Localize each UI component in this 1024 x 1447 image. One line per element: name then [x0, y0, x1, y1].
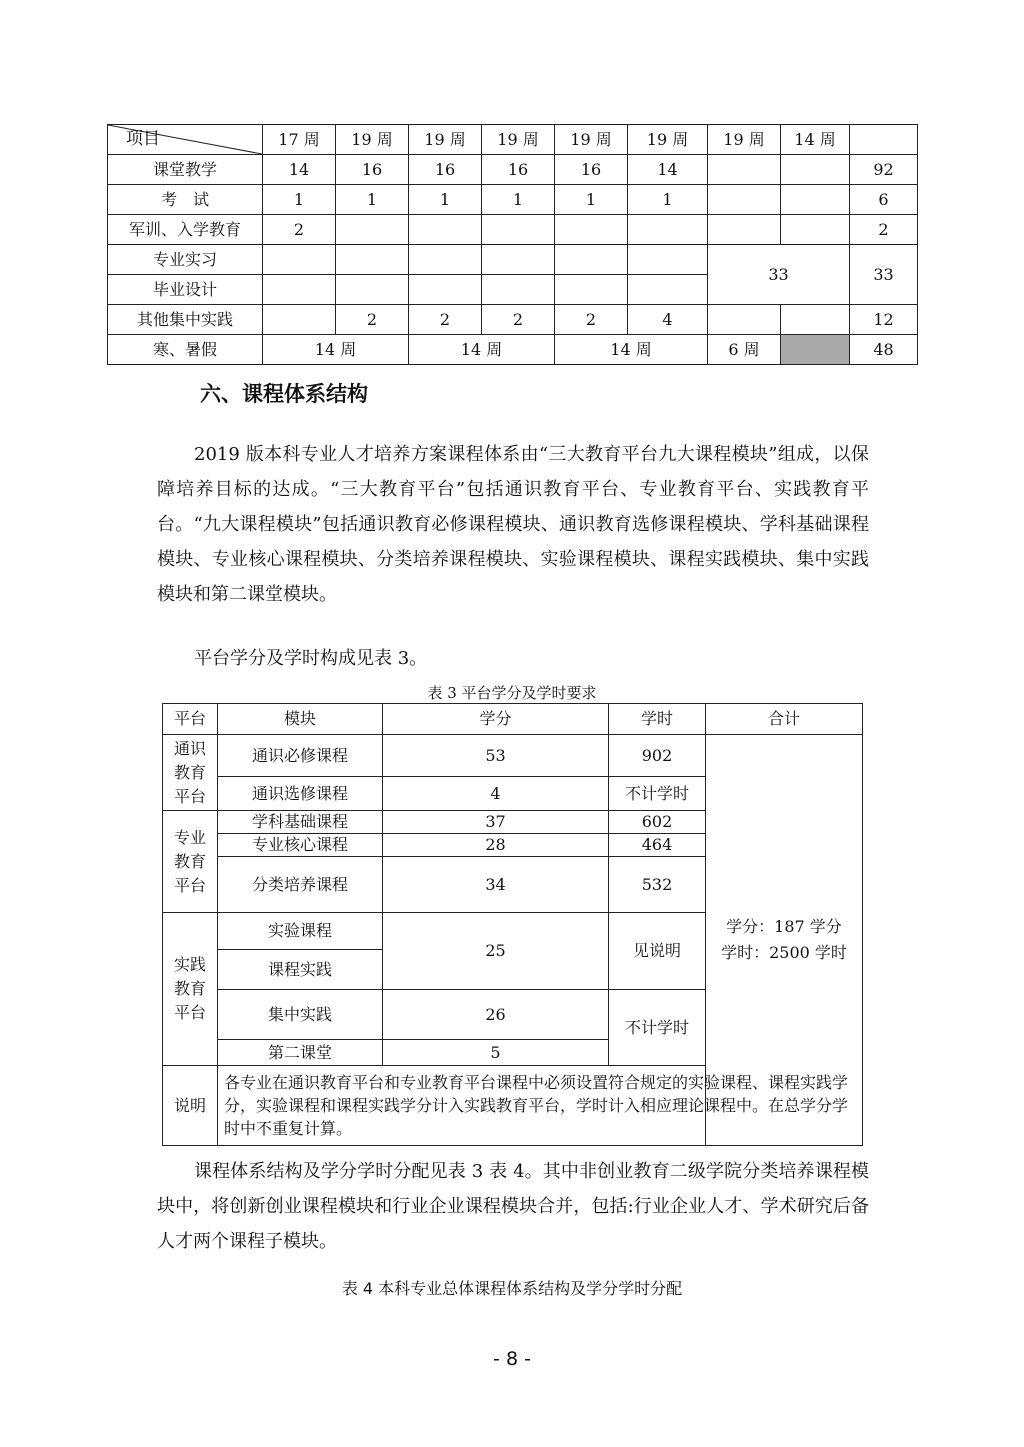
row-label: 军训、入学教育	[108, 215, 263, 245]
credits-cell: 4	[383, 777, 609, 811]
table-cell: 1	[409, 185, 482, 215]
note-text: 各专业在通识教育平台和专业教育平台课程中必须设置符合规定的实验课程、课程实践学分，实验课程和课程实践学分计入实践教育平台，学时计入相应理论课程中。在总学分学时中不重复计算。	[218, 1066, 863, 1146]
week-cell: 17 周	[263, 125, 336, 155]
table-cell	[708, 155, 781, 185]
table-cell: 1	[628, 185, 708, 215]
table-cell	[409, 275, 482, 305]
table-cell: 2	[482, 305, 555, 335]
vacation-total: 48	[850, 335, 918, 365]
internship-design-total: 33	[850, 245, 918, 305]
table-cell	[628, 245, 708, 275]
week-cell: 19 周	[336, 125, 409, 155]
week-cell: 19 周	[409, 125, 482, 155]
credits-cell: 26	[383, 990, 609, 1040]
table-cell: 14	[628, 155, 708, 185]
schedule-row	[108, 335, 918, 365]
credits-cell: 53	[383, 735, 609, 777]
module-cell: 实验课程	[218, 913, 383, 950]
table-cell	[781, 305, 850, 335]
table-cell	[482, 275, 555, 305]
table-header-row	[163, 704, 863, 735]
table-cell	[336, 275, 409, 305]
table-cell: 2	[336, 305, 409, 335]
hours-cell: 532	[609, 857, 706, 913]
schedule-row	[108, 245, 918, 275]
table-cell: 16	[409, 155, 482, 185]
credits-cell: 25	[383, 913, 609, 990]
table-cell	[628, 215, 708, 245]
table-cell	[336, 245, 409, 275]
table-cell	[708, 305, 781, 335]
schedule-table	[107, 124, 918, 365]
module-cell: 专业核心课程	[218, 834, 383, 857]
table-cell: 16	[482, 155, 555, 185]
header-platform: 平台	[163, 704, 218, 735]
table-cell: 1	[336, 185, 409, 215]
table-cell: 6	[850, 185, 918, 215]
module-cell: 第二课堂	[218, 1040, 383, 1066]
table-cell: 16	[555, 155, 628, 185]
credits-cell: 5	[383, 1040, 609, 1066]
week-cell: 19 周	[708, 125, 781, 155]
table-cell: 1	[482, 185, 555, 215]
row-label: 寒、暑假	[108, 335, 263, 365]
table4-caption: 表 4 本科专业总体课程体系结构及学分学时分配	[341, 1279, 683, 1298]
module-cell: 通识选修课程	[218, 777, 383, 811]
table-cell	[555, 275, 628, 305]
hours-cell: 见说明	[609, 913, 706, 990]
note-label: 说明	[163, 1066, 218, 1146]
table-cell: 1	[263, 185, 336, 215]
table-cell	[263, 275, 336, 305]
table-cell: 2	[850, 215, 918, 245]
table-cell	[628, 275, 708, 305]
row-label: 毕业设计	[108, 275, 263, 305]
table-cell	[781, 215, 850, 245]
platform-general: 通识 教育 平台	[163, 735, 218, 811]
header-hours: 学时	[609, 704, 706, 735]
row-label: 课堂教学	[108, 155, 263, 185]
table-cell: 14	[263, 155, 336, 185]
platform-credit-table	[162, 703, 863, 1146]
module-cell: 学科基础课程	[218, 811, 383, 834]
schedule-row	[108, 305, 918, 335]
platform-major: 专业 教育 平台	[163, 811, 218, 913]
table-cell	[482, 245, 555, 275]
table-cell	[781, 185, 850, 215]
credits-cell: 28	[383, 834, 609, 857]
module-cell: 分类培养课程	[218, 857, 383, 913]
hours-cell: 不计学时	[609, 990, 706, 1066]
table-cell	[409, 245, 482, 275]
table-cell	[336, 215, 409, 245]
total-cell: 学分：187 学分 学时：2500 学时	[706, 735, 863, 1146]
week-cell	[850, 125, 918, 155]
row-label: 专业实习	[108, 245, 263, 275]
schedule-header-row	[108, 125, 918, 155]
credits-cell: 37	[383, 811, 609, 834]
module-cell: 通识必修课程	[218, 735, 383, 777]
table-cell	[708, 185, 781, 215]
week-cell: 19 周	[482, 125, 555, 155]
section-heading: 六、课程体系结构	[200, 382, 368, 406]
table-cell: 2	[263, 215, 336, 245]
shaded-cell	[781, 335, 850, 365]
hours-cell: 不计学时	[609, 777, 706, 811]
table-cell: 12	[850, 305, 918, 335]
platform-practice: 实践 教育 平台	[163, 913, 218, 1066]
module-cell: 集中实践	[218, 990, 383, 1040]
paragraph-table3-ref: 平台学分及学时构成见表 3。	[194, 648, 428, 669]
table-cell: 2	[555, 305, 628, 335]
table-row	[163, 735, 863, 777]
schedule-corner-cell	[108, 125, 263, 155]
vacation-year3: 14 周	[555, 335, 708, 365]
row-label: 考 试	[108, 185, 263, 215]
table-cell	[482, 215, 555, 245]
table-cell: 4	[628, 305, 708, 335]
week-cell: 19 周	[628, 125, 708, 155]
hours-cell: 602	[609, 811, 706, 834]
table-cell	[555, 215, 628, 245]
schedule-row	[108, 185, 918, 215]
week-cell: 19 周	[555, 125, 628, 155]
module-cell: 课程实践	[218, 950, 383, 990]
table-cell: 16	[336, 155, 409, 185]
schedule-row	[108, 155, 918, 185]
table-cell	[263, 305, 336, 335]
header-credits: 学分	[383, 704, 609, 735]
header-total: 合计	[706, 704, 863, 735]
paragraph-course-system: 2019 版本科专业人才培养方案课程体系由“三大教育平台九大课程模块”组成，以保障培养目标的达成。“三大教育平台”包括通识教育平台、专业教育平台、实践教育平台。“九大课程模块”包括通识教育必修课程模块、通识教育选修课程模块、学科基础课程模块、专业核心课程模块、分类培养课程模块、实验课程模块、课程实践模块、集中实践模块和第二课堂模块。	[157, 444, 869, 605]
schedule-row	[108, 215, 918, 245]
table-cell: 2	[409, 305, 482, 335]
vacation-year4: 6 周	[708, 335, 781, 365]
corner-label: 项目	[126, 129, 160, 149]
row-label: 其他集中实践	[108, 305, 263, 335]
table-note-row	[163, 1066, 863, 1146]
paragraph-table4-ref: 课程体系结构及学分学时分配见表 3 表 4。其中非创业教育二级学院分类培养课程模块中，将创新创业课程模块和行业企业课程模块合并，包括:行业企业人才、学术研究后备人才两个课程子模块。	[157, 1161, 869, 1252]
page-number: - 8 -	[493, 1348, 531, 1370]
header-module: 模块	[218, 704, 383, 735]
week-cell: 14 周	[781, 125, 850, 155]
table-cell: 92	[850, 155, 918, 185]
table-cell	[263, 245, 336, 275]
vacation-year2: 14 周	[409, 335, 555, 365]
table-cell	[555, 245, 628, 275]
hours-cell: 902	[609, 735, 706, 777]
hours-cell: 464	[609, 834, 706, 857]
credits-cell: 34	[383, 857, 609, 913]
internship-design-cell: 33	[708, 245, 850, 305]
table-cell	[781, 155, 850, 185]
table-cell	[708, 215, 781, 245]
vacation-year1: 14 周	[263, 335, 409, 365]
table-cell	[409, 215, 482, 245]
table-cell: 1	[555, 185, 628, 215]
table3-caption: 表 3 平台学分及学时要求	[427, 684, 597, 702]
